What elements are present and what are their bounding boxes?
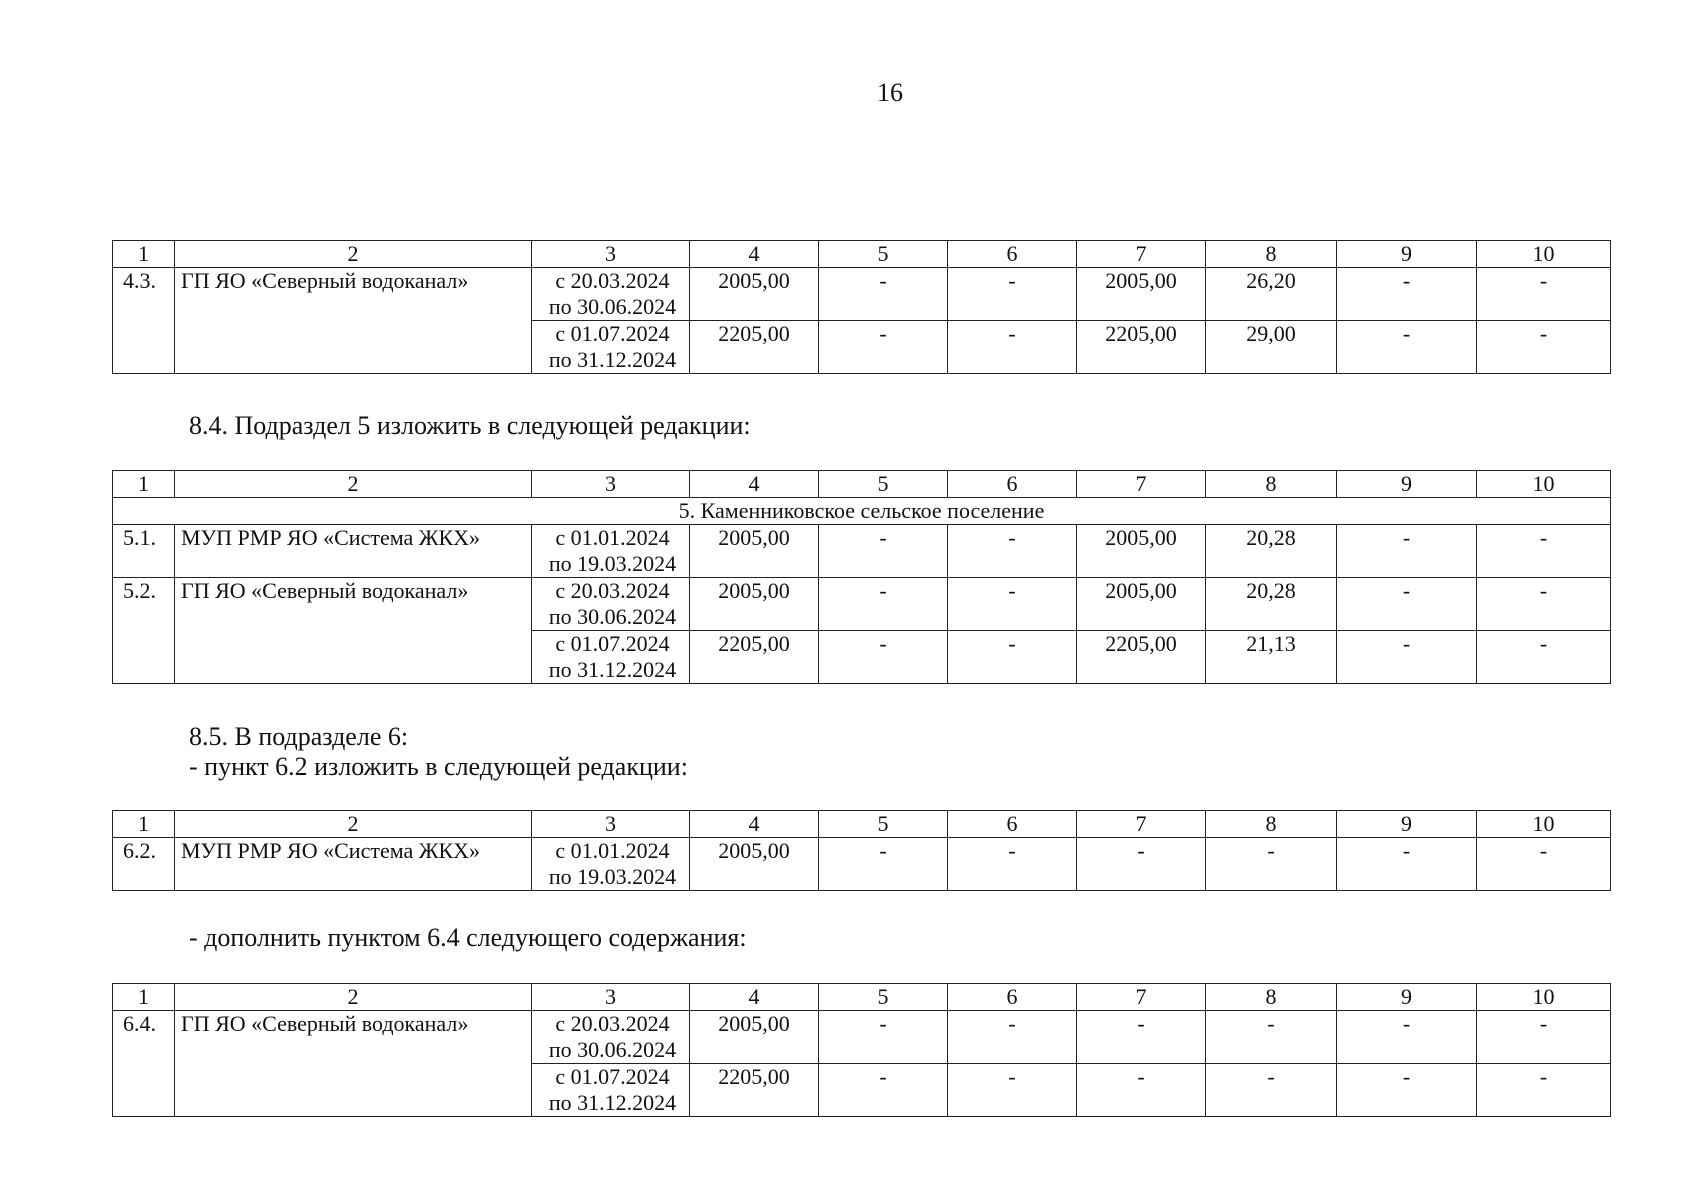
section-title: 5. Каменниковское сельское поселение [113, 498, 1611, 525]
period-to: по 31.12.2024 [548, 1090, 677, 1115]
column-number-header: 10 [1477, 984, 1611, 1011]
value-cell-c4: 2005,00 [690, 525, 819, 578]
item-number-cell: 5.2. [113, 578, 175, 684]
period-from: с 01.01.2024 [555, 525, 670, 550]
value-cell-c9: - [1337, 838, 1477, 891]
column-number-header: 5 [819, 811, 948, 838]
value-cell-c5: - [819, 631, 948, 684]
column-number-header: 8 [1206, 471, 1337, 498]
column-number-row [113, 241, 1611, 268]
column-number-header: 3 [532, 241, 690, 268]
value-cell-c8: 29,00 [1206, 321, 1337, 374]
value-cell-c9: - [1337, 1064, 1477, 1117]
value-cell-c7: 2205,00 [1077, 631, 1206, 684]
value-cell-c6: - [948, 1064, 1077, 1117]
value-cell-c5: - [819, 321, 948, 374]
column-number-header: 9 [1337, 984, 1477, 1011]
period-cell [532, 578, 690, 631]
tariff-table-6-2 [112, 810, 1611, 891]
value-cell-c4: 2205,00 [690, 1064, 819, 1117]
column-number-header: 1 [113, 984, 175, 1011]
column-number-header: 7 [1077, 811, 1206, 838]
period-cell [532, 321, 690, 374]
value-cell-c8: 20,28 [1206, 578, 1337, 631]
table-row [113, 838, 1611, 891]
column-number-header: 5 [819, 241, 948, 268]
value-cell-c7: - [1077, 838, 1206, 891]
column-number-header: 10 [1477, 811, 1611, 838]
period-from: с 20.03.2024 [555, 1011, 670, 1036]
paragraph-8-4: 8.4. Подраздел 5 изложить в следующей редакции: [189, 411, 751, 440]
value-cell-c5: - [819, 578, 948, 631]
value-cell-c8: 21,13 [1206, 631, 1337, 684]
value-cell-c9: - [1337, 525, 1477, 578]
value-cell-c7: 2205,00 [1077, 321, 1206, 374]
column-number-header: 4 [690, 811, 819, 838]
paragraph-6-4-instruction: - дополнить пунктом 6.4 следующего содержания: [189, 923, 747, 952]
organization-name-cell: МУП РМР ЯО «Система ЖКХ» [175, 525, 532, 578]
column-number-header: 10 [1477, 241, 1611, 268]
value-cell-c5: - [819, 268, 948, 321]
organization-name-cell: ГП ЯО «Северный водоканал» [175, 268, 532, 374]
tariff-table-4-3 [112, 240, 1611, 374]
value-cell-c10: - [1477, 838, 1611, 891]
value-cell-c8: - [1206, 1064, 1337, 1117]
page-number: 16 [877, 78, 903, 107]
value-cell-c4: 2205,00 [690, 631, 819, 684]
column-number-header: 3 [532, 984, 690, 1011]
period-to: по 30.06.2024 [548, 294, 677, 319]
tariff-table-section-5 [112, 470, 1611, 684]
column-number-header: 7 [1077, 984, 1206, 1011]
table-row [113, 578, 1611, 631]
column-number-header: 8 [1206, 984, 1337, 1011]
table-row [113, 1011, 1611, 1064]
column-number-header: 10 [1477, 471, 1611, 498]
section-title-row [113, 498, 1611, 525]
value-cell-c7: 2005,00 [1077, 578, 1206, 631]
period-from: с 01.07.2024 [555, 1064, 670, 1089]
period-from: с 01.01.2024 [555, 838, 670, 863]
paragraph-6-2-instruction: - пункт 6.2 изложить в следующей редакции: [189, 752, 688, 781]
value-cell-c10: - [1477, 631, 1611, 684]
value-cell-c9: - [1337, 1011, 1477, 1064]
period-to: по 31.12.2024 [548, 347, 677, 372]
value-cell-c8: - [1206, 1011, 1337, 1064]
paragraph-8-5: 8.5. В подразделе 6: [189, 722, 409, 751]
value-cell-c9: - [1337, 578, 1477, 631]
column-number-header: 4 [690, 471, 819, 498]
column-number-header: 2 [175, 471, 532, 498]
value-cell-c7: - [1077, 1064, 1206, 1117]
column-number-header: 2 [175, 241, 532, 268]
organization-name-cell: ГП ЯО «Северный водоканал» [175, 1011, 532, 1117]
value-cell-c6: - [948, 578, 1077, 631]
column-number-header: 3 [532, 811, 690, 838]
period-cell [532, 838, 690, 891]
value-cell-c10: - [1477, 321, 1611, 374]
item-number-cell: 6.4. [113, 1011, 175, 1117]
column-number-header: 1 [113, 241, 175, 268]
value-cell-c4: 2005,00 [690, 268, 819, 321]
value-cell-c4: 2205,00 [690, 321, 819, 374]
value-cell-c5: - [819, 838, 948, 891]
value-cell-c8: 20,28 [1206, 525, 1337, 578]
period-to: по 31.12.2024 [548, 657, 677, 682]
tariff-table-6-4 [112, 983, 1611, 1117]
period-cell [532, 1064, 690, 1117]
value-cell-c10: - [1477, 525, 1611, 578]
organization-name-cell: МУП РМР ЯО «Система ЖКХ» [175, 838, 532, 891]
value-cell-c7: 2005,00 [1077, 268, 1206, 321]
value-cell-c10: - [1477, 268, 1611, 321]
column-number-header: 2 [175, 984, 532, 1011]
column-number-header: 4 [690, 241, 819, 268]
period-from: с 20.03.2024 [555, 268, 670, 293]
column-number-header: 4 [690, 984, 819, 1011]
column-number-row [113, 471, 1611, 498]
value-cell-c4: 2005,00 [690, 838, 819, 891]
period-to: по 30.06.2024 [548, 1037, 677, 1062]
value-cell-c6: - [948, 1011, 1077, 1064]
column-number-header: 1 [113, 471, 175, 498]
table-row [113, 525, 1611, 578]
column-number-header: 8 [1206, 241, 1337, 268]
item-number-cell: 4.3. [113, 268, 175, 374]
value-cell-c9: - [1337, 321, 1477, 374]
period-from: с 01.07.2024 [555, 321, 670, 346]
column-number-row [113, 811, 1611, 838]
value-cell-c8: - [1206, 838, 1337, 891]
column-number-header: 2 [175, 811, 532, 838]
column-number-header: 9 [1337, 241, 1477, 268]
column-number-header: 9 [1337, 811, 1477, 838]
value-cell-c10: - [1477, 1064, 1611, 1117]
value-cell-c6: - [948, 525, 1077, 578]
column-number-header: 9 [1337, 471, 1477, 498]
value-cell-c9: - [1337, 268, 1477, 321]
item-number-cell: 5.1. [113, 525, 175, 578]
value-cell-c5: - [819, 525, 948, 578]
column-number-header: 5 [819, 471, 948, 498]
column-number-header: 7 [1077, 241, 1206, 268]
column-number-header: 5 [819, 984, 948, 1011]
value-cell-c10: - [1477, 1011, 1611, 1064]
column-number-header: 6 [948, 241, 1077, 268]
value-cell-c6: - [948, 321, 1077, 374]
value-cell-c6: - [948, 838, 1077, 891]
column-number-header: 1 [113, 811, 175, 838]
value-cell-c4: 2005,00 [690, 578, 819, 631]
table-row [113, 268, 1611, 321]
column-number-header: 6 [948, 471, 1077, 498]
value-cell-c5: - [819, 1011, 948, 1064]
column-number-header: 6 [948, 811, 1077, 838]
organization-name-cell: ГП ЯО «Северный водоканал» [175, 578, 532, 684]
column-number-header: 8 [1206, 811, 1337, 838]
value-cell-c7: 2005,00 [1077, 525, 1206, 578]
value-cell-c6: - [948, 268, 1077, 321]
period-from: с 20.03.2024 [555, 578, 670, 603]
value-cell-c7: - [1077, 1011, 1206, 1064]
period-to: по 30.06.2024 [548, 604, 677, 629]
value-cell-c9: - [1337, 631, 1477, 684]
column-number-row [113, 984, 1611, 1011]
value-cell-c5: - [819, 1064, 948, 1117]
value-cell-c10: - [1477, 578, 1611, 631]
period-cell [532, 268, 690, 321]
item-number-cell: 6.2. [113, 838, 175, 891]
period-to: по 19.03.2024 [548, 864, 677, 889]
value-cell-c6: - [948, 631, 1077, 684]
period-cell [532, 525, 690, 578]
period-cell [532, 631, 690, 684]
period-to: по 19.03.2024 [548, 551, 677, 576]
value-cell-c8: 26,20 [1206, 268, 1337, 321]
column-number-header: 7 [1077, 471, 1206, 498]
column-number-header: 6 [948, 984, 1077, 1011]
column-number-header: 3 [532, 471, 690, 498]
period-from: с 01.07.2024 [555, 631, 670, 656]
period-cell [532, 1011, 690, 1064]
value-cell-c4: 2005,00 [690, 1011, 819, 1064]
